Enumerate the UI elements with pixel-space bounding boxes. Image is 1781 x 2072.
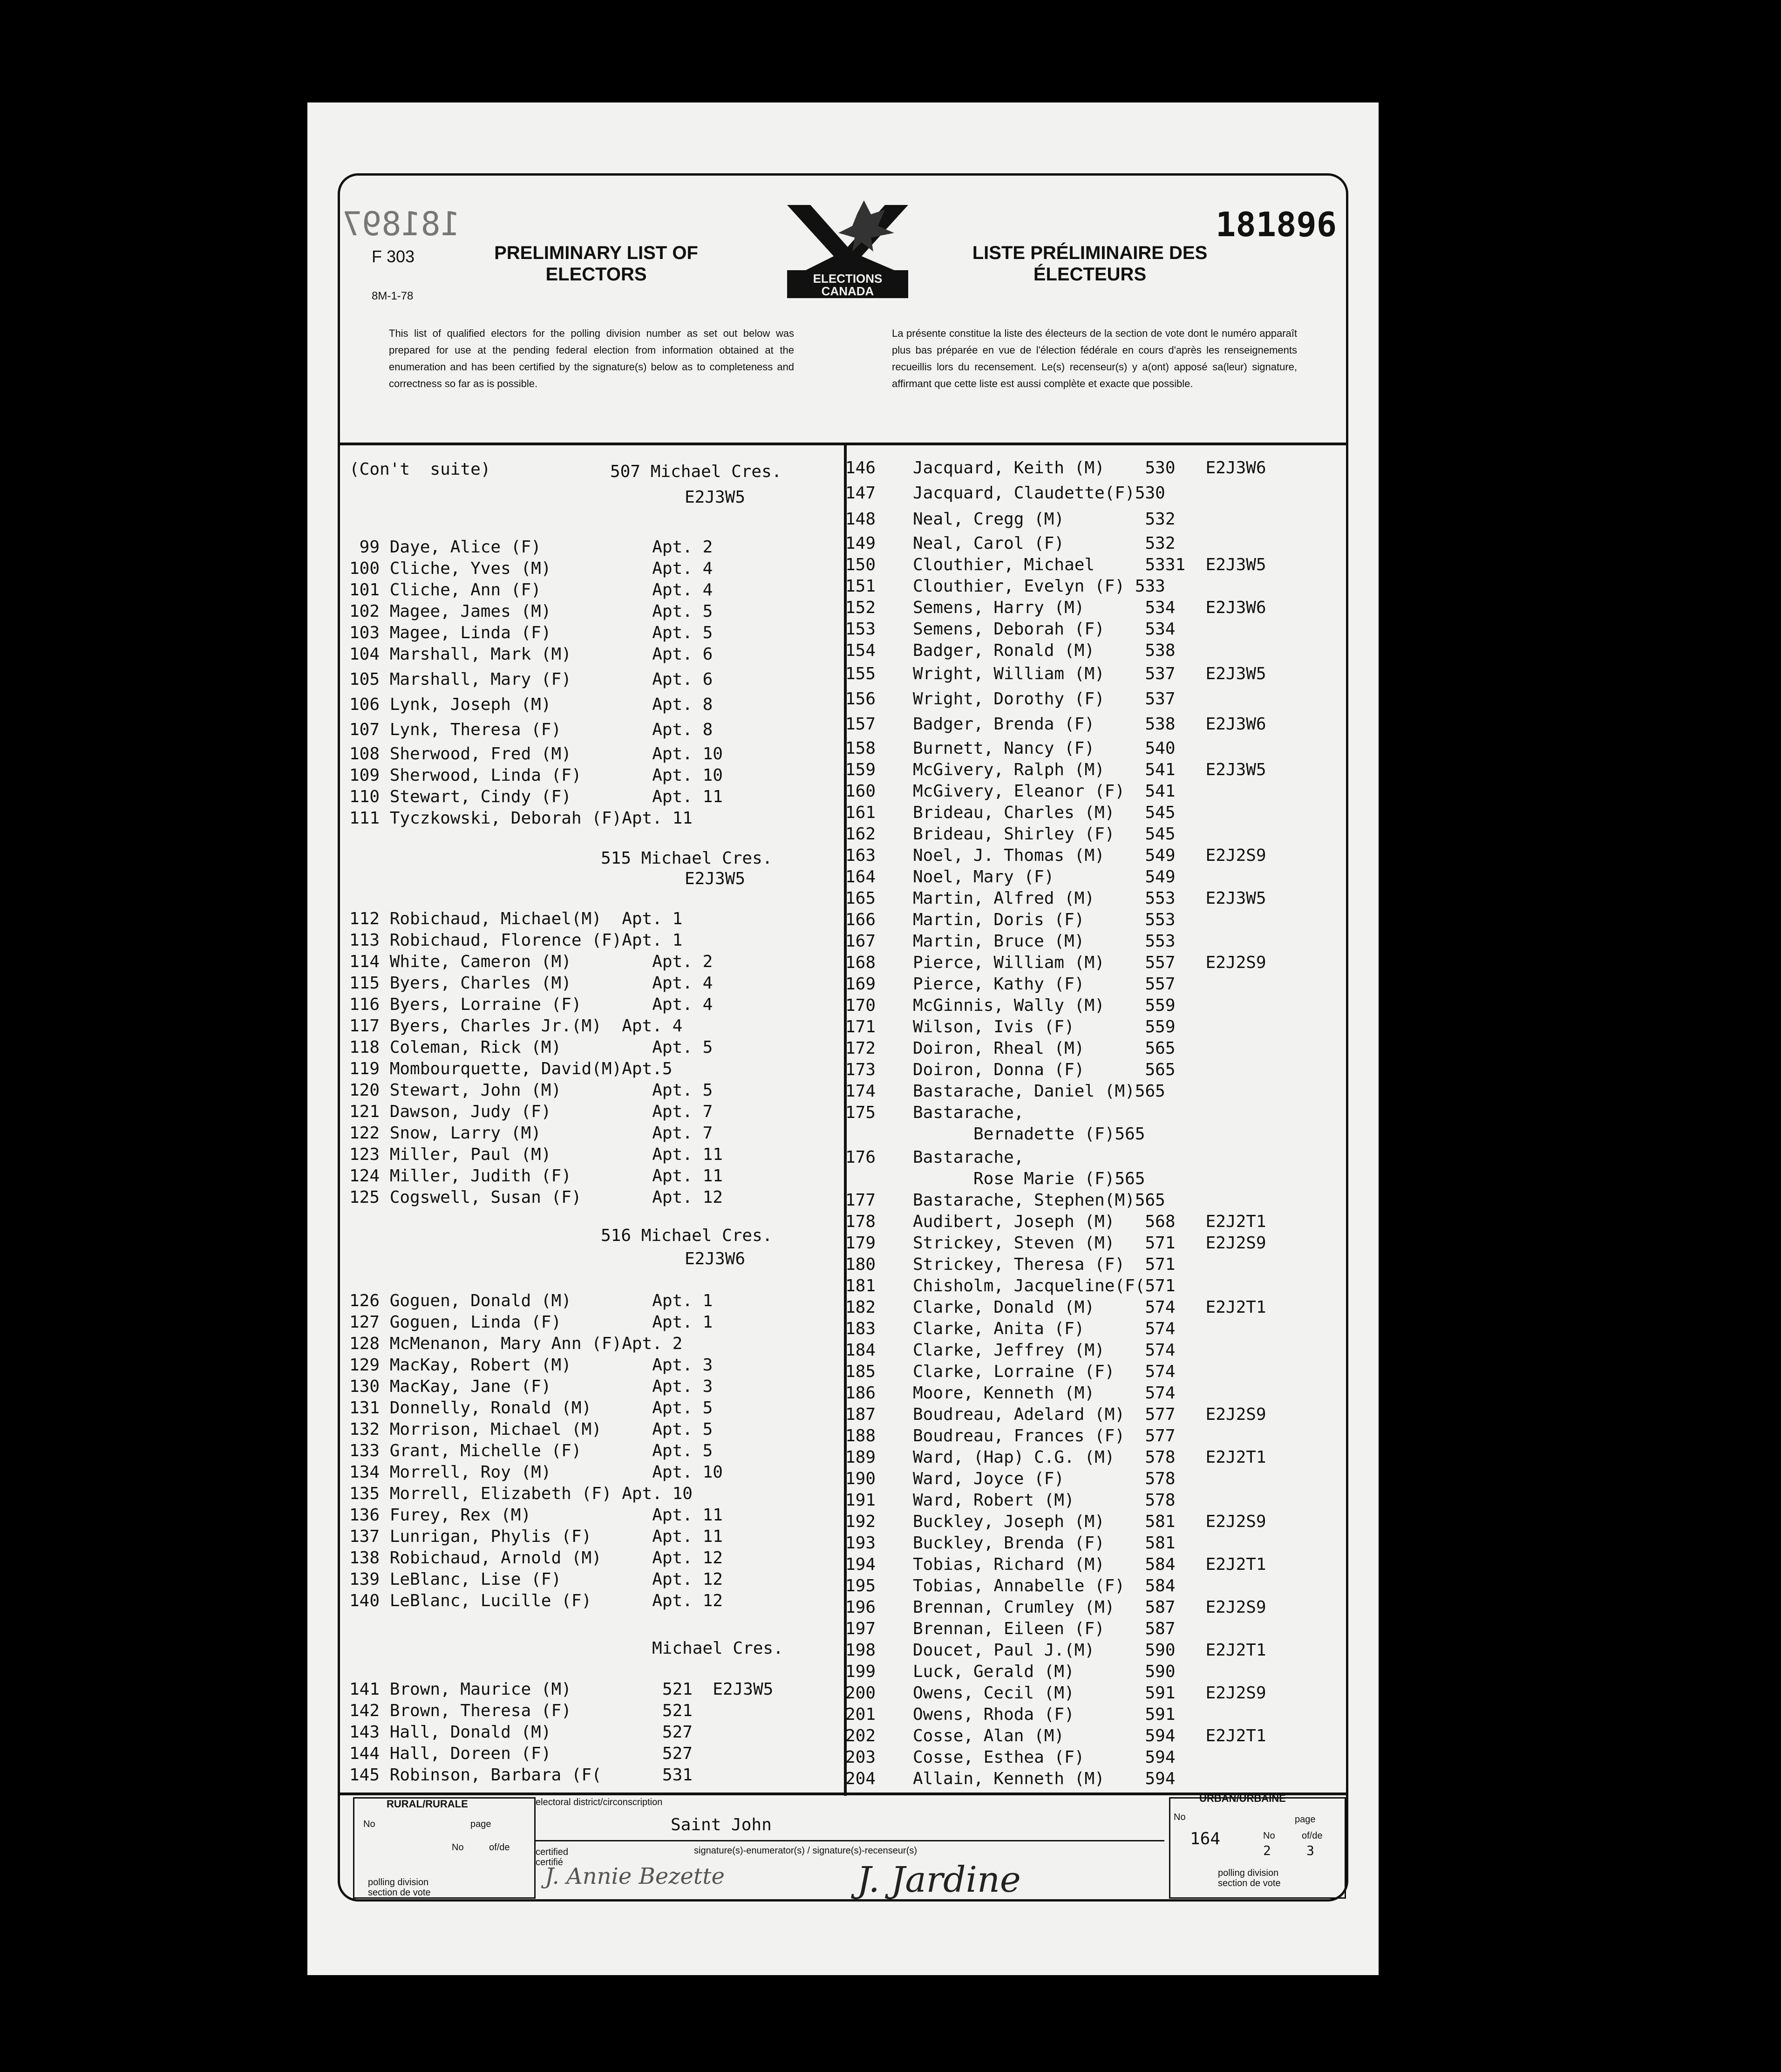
rural-polling-division-label: polling division bbox=[368, 1877, 429, 1888]
elector-row-right: Bernadette (F)565 bbox=[913, 1125, 1145, 1144]
elector-row-right: Moore, Kenneth (M) 574 bbox=[913, 1384, 1176, 1403]
elector-number-right: 198 bbox=[845, 1641, 876, 1660]
intro-paragraph-french: La présente constitue la liste des électeurs de la section de vote dont le numéro apparaît plus bas préparée en vue de l'élection fédérale en cours d'après les renseignements recueillis lors du recensement. Le(s) recenseur(s) y a(ont) apposé sa(leur) signature, affirmant que cette liste est aussi complète et exacte que possible. bbox=[892, 327, 1297, 389]
elector-row-right: Wright, William (M) 537 E2J3W5 bbox=[913, 664, 1266, 683]
elector-row-left: 128 McMenanon, Mary Ann (F)Apt. 2 bbox=[349, 1334, 683, 1353]
certifie-label: certifié bbox=[536, 1857, 563, 1868]
elector-row-left: 114 White, Cameron (M) Apt. 2 bbox=[349, 952, 713, 971]
elector-row-right: Owens, Rhoda (F) 591 bbox=[913, 1705, 1176, 1724]
elector-number-right: 181 bbox=[845, 1276, 876, 1295]
elector-number-right: 158 bbox=[845, 739, 876, 758]
elector-row-right: Noel, Mary (F) 549 bbox=[913, 867, 1176, 886]
elector-row-right: Pierce, Kathy (F) 557 bbox=[913, 975, 1176, 994]
urban-page-number: 2 bbox=[1263, 1843, 1271, 1858]
elector-number-right: 165 bbox=[845, 889, 876, 908]
elector-row-right: Neal, Carol (F) 532 bbox=[913, 534, 1176, 553]
elector-row-right: Semens, Harry (M) 534 E2J3W6 bbox=[913, 598, 1266, 617]
elector-row-right: Ward, Joyce (F) 578 bbox=[913, 1469, 1176, 1488]
elector-number-right: 200 bbox=[845, 1684, 876, 1703]
elector-number-right: 166 bbox=[845, 910, 876, 929]
elector-number-right: 156 bbox=[845, 689, 876, 709]
elector-number-right: 155 bbox=[845, 664, 876, 683]
elector-number-right: 190 bbox=[845, 1469, 876, 1488]
elector-number-right: 157 bbox=[845, 715, 876, 734]
elector-number-right: 176 bbox=[845, 1148, 876, 1167]
elector-number-right: 187 bbox=[845, 1405, 876, 1424]
elector-number-right: 178 bbox=[845, 1212, 876, 1231]
elector-row-right: Semens, Deborah (F) 534 bbox=[913, 620, 1176, 639]
elector-number-right: 196 bbox=[845, 1598, 876, 1617]
elector-row-right: Clarke, Lorraine (F) 574 bbox=[913, 1362, 1176, 1381]
elector-row-right: Badger, Brenda (F) 538 E2J3W6 bbox=[913, 715, 1266, 734]
elector-row-left: 117 Byers, Charles Jr.(M) Apt. 4 bbox=[349, 1016, 683, 1036]
title-english-line1: PRELIMINARY LIST OF bbox=[494, 243, 698, 263]
elector-number-right: 185 bbox=[845, 1362, 876, 1381]
elector-row-right: Cosse, Esthea (F) 594 bbox=[913, 1748, 1176, 1767]
elector-number-right: 186 bbox=[845, 1384, 876, 1403]
elector-row-left: 105 Marshall, Mary (F) Apt. 6 bbox=[349, 670, 713, 689]
elector-row-right: Bastarache, bbox=[913, 1103, 1024, 1122]
elector-row-left: 131 Donnelly, Ronald (M) Apt. 5 bbox=[349, 1398, 713, 1418]
elector-row-left: 143 Hall, Donald (M) 527 bbox=[349, 1723, 693, 1742]
elector-number-right: 163 bbox=[845, 846, 876, 865]
elector-number-right: 146 bbox=[845, 458, 876, 477]
elector-row-left: 142 Brown, Theresa (F) 521 bbox=[349, 1701, 693, 1720]
elector-number-right: 180 bbox=[845, 1255, 876, 1274]
elector-number-right: 175 bbox=[845, 1103, 876, 1122]
elector-row-left: 106 Lynk, Joseph (M) Apt. 8 bbox=[349, 695, 713, 714]
signature-enumerator-2: J. Jardine bbox=[857, 1859, 1021, 1900]
elector-row-right: Martin, Bruce (M) 553 bbox=[913, 932, 1176, 951]
elector-row-left: E2J3W6 bbox=[685, 1249, 746, 1268]
elector-number-right: 151 bbox=[845, 577, 876, 596]
elector-row-left: 129 MacKay, Robert (M) Apt. 3 bbox=[349, 1356, 713, 1375]
elector-number-right: 194 bbox=[845, 1555, 876, 1574]
elector-row-right: Clouthier, Michael 5331 E2J3W5 bbox=[913, 555, 1266, 574]
urban-page-label: page bbox=[1295, 1814, 1316, 1825]
elector-row-left: E2J3W5 bbox=[685, 488, 746, 507]
elector-row-left: 135 Morrell, Elizabeth (F) Apt. 10 bbox=[349, 1484, 693, 1503]
title-english-line2: ELECTORS bbox=[545, 264, 647, 285]
title-french-line1: LISTE PRÉLIMINAIRE DES bbox=[972, 243, 1208, 263]
rural-no-label: No bbox=[363, 1819, 375, 1829]
elector-row-left: 116 Byers, Lorraine (F) Apt. 4 bbox=[349, 995, 713, 1014]
urban-polling-division-label: polling division bbox=[1218, 1868, 1279, 1878]
elector-row-left: 111 Tyczkowski, Deborah (F)Apt. 11 bbox=[349, 809, 693, 828]
header-divider bbox=[340, 443, 1346, 445]
elector-row-right: Tobias, Richard (M) 584 E2J2T1 bbox=[913, 1555, 1266, 1574]
urban-no-label: No bbox=[1174, 1812, 1186, 1822]
elector-row-left: (Con't suite) bbox=[349, 460, 491, 479]
elector-number-right: 164 bbox=[845, 867, 876, 886]
urban-page-of: 3 bbox=[1306, 1843, 1314, 1858]
elector-row-right: Buckley, Joseph (M) 581 E2J2S9 bbox=[913, 1512, 1266, 1531]
elector-row-right: Clouthier, Evelyn (F) 533 bbox=[913, 577, 1165, 596]
elector-row-right: Badger, Ronald (M) 538 bbox=[913, 641, 1176, 660]
elector-row-right: Strickey, Steven (M) 571 E2J2S9 bbox=[913, 1234, 1266, 1253]
logo-text-canada: CANADA bbox=[821, 284, 874, 298]
elector-row-right: Martin, Alfred (M) 553 E2J3W5 bbox=[913, 889, 1266, 908]
elector-number-right: 161 bbox=[845, 803, 876, 822]
title-french-line2: ÉLECTEURS bbox=[1033, 264, 1147, 285]
district-rule bbox=[536, 1840, 1164, 1841]
elector-row-left: 112 Robichaud, Michael(M) Apt. 1 bbox=[349, 909, 683, 928]
elector-row-left: 100 Cliche, Yves (M) Apt. 4 bbox=[349, 559, 713, 578]
elector-row-right: Martin, Doris (F) 553 bbox=[913, 910, 1176, 929]
elector-row-left: E2J3W5 bbox=[685, 869, 746, 888]
elector-row-right: Doiron, Rheal (M) 565 bbox=[913, 1039, 1176, 1058]
elector-number-right: 202 bbox=[845, 1726, 876, 1745]
elector-number-right: 147 bbox=[845, 484, 876, 503]
elector-number-right: 171 bbox=[845, 1017, 876, 1036]
elector-row-right: Pierce, William (M) 557 E2J2S9 bbox=[913, 953, 1266, 972]
rural-page-no-label: No bbox=[452, 1842, 464, 1853]
title-french bbox=[959, 242, 1220, 285]
elector-row-left: 145 Robinson, Barbara (F( 531 bbox=[349, 1765, 693, 1785]
elector-number-right: 203 bbox=[845, 1748, 876, 1767]
urban-page-no-label: No bbox=[1263, 1831, 1275, 1841]
elector-number-right: 150 bbox=[845, 555, 876, 574]
elector-number-right: 160 bbox=[845, 782, 876, 801]
elector-row-right: Rose Marie (F)565 bbox=[913, 1169, 1145, 1188]
elector-row-left: 120 Stewart, John (M) Apt. 5 bbox=[349, 1081, 713, 1100]
elector-row-left: 133 Grant, Michelle (F) Apt. 5 bbox=[349, 1441, 713, 1460]
elector-number-right: 184 bbox=[845, 1341, 876, 1360]
elector-row-right: Brennan, Eileen (F) 587 bbox=[913, 1619, 1176, 1638]
elector-row-left: Michael Cres. bbox=[652, 1639, 783, 1658]
elector-row-right: McGivery, Eleanor (F) 541 bbox=[913, 782, 1176, 801]
elector-row-left: 134 Morrell, Roy (M) Apt. 10 bbox=[349, 1463, 723, 1482]
elector-row-right: Ward, (Hap) C.G. (M) 578 E2J2T1 bbox=[913, 1448, 1266, 1467]
elector-row-left: 516 Michael Cres. bbox=[601, 1226, 773, 1245]
elector-number-right: 191 bbox=[845, 1491, 876, 1510]
elector-row-left: 108 Sherwood, Fred (M) Apt. 10 bbox=[349, 744, 723, 763]
elector-row-right: Neal, Cregg (M) 532 bbox=[913, 510, 1176, 529]
elector-row-right: Buckley, Brenda (F) 581 bbox=[913, 1534, 1176, 1553]
title-english bbox=[480, 242, 713, 285]
elector-number-right: 154 bbox=[845, 641, 876, 660]
elector-row-right: Doucet, Paul J.(M) 590 E2J2T1 bbox=[913, 1641, 1266, 1660]
elector-row-right: Luck, Gerald (M) 590 bbox=[913, 1662, 1176, 1681]
rural-of-label: of/de bbox=[489, 1842, 510, 1853]
elector-row-left: 507 Michael Cres. bbox=[610, 462, 782, 481]
elector-number-right: 189 bbox=[845, 1448, 876, 1467]
elector-row-right: Chisholm, Jacqueline(F(571 bbox=[913, 1276, 1176, 1295]
elector-number-right: 172 bbox=[845, 1039, 876, 1058]
elector-row-left: 118 Coleman, Rick (M) Apt. 5 bbox=[349, 1038, 713, 1057]
elector-row-left: 137 Lunrigan, Phylis (F) Apt. 11 bbox=[349, 1527, 723, 1546]
elector-row-left: 130 MacKay, Jane (F) Apt. 3 bbox=[349, 1377, 713, 1396]
elector-row-right: Doiron, Donna (F) 565 bbox=[913, 1060, 1176, 1079]
elector-row-right: McGivery, Ralph (M) 541 E2J3W5 bbox=[913, 760, 1266, 779]
elector-number-right: 199 bbox=[845, 1662, 876, 1681]
elector-row-right: Brideau, Charles (M) 545 bbox=[913, 803, 1176, 822]
elector-row-left: 124 Miller, Judith (F) Apt. 11 bbox=[349, 1166, 723, 1186]
elector-row-left: 107 Lynk, Theresa (F) Apt. 8 bbox=[349, 720, 713, 739]
elector-number-right: 177 bbox=[845, 1191, 876, 1210]
elector-row-right: Allain, Kenneth (M) 594 bbox=[913, 1769, 1176, 1788]
elector-number-right: 169 bbox=[845, 975, 876, 994]
elector-row-right: Clarke, Anita (F) 574 bbox=[913, 1319, 1176, 1338]
elections-canada-logo bbox=[778, 200, 918, 303]
elector-number-right: 192 bbox=[845, 1512, 876, 1531]
elector-row-left: 103 Magee, Linda (F) Apt. 5 bbox=[349, 623, 713, 642]
elector-number-right: 179 bbox=[845, 1234, 876, 1253]
elector-row-right: McGinnis, Wally (M) 559 bbox=[913, 996, 1176, 1015]
elector-row-left: 104 Marshall, Mark (M) Apt. 6 bbox=[349, 645, 713, 664]
urban-polling-division-number: 164 bbox=[1190, 1829, 1221, 1848]
footer-divider bbox=[340, 1793, 1346, 1795]
elector-number-right: 182 bbox=[845, 1298, 876, 1317]
elector-row-right: Boudreau, Adelard (M) 577 E2J2S9 bbox=[913, 1405, 1266, 1424]
electoral-district: Saint John bbox=[671, 1815, 772, 1834]
elector-row-left: 136 Furey, Rex (M) Apt. 11 bbox=[349, 1506, 723, 1525]
elector-row-right: Owens, Cecil (M) 591 E2J2S9 bbox=[913, 1684, 1266, 1703]
elector-row-left: 115 Byers, Charles (M) Apt. 4 bbox=[349, 974, 713, 993]
elector-row-left: 140 LeBlanc, Lucille (F) Apt. 12 bbox=[349, 1591, 723, 1610]
elector-row-left: 109 Sherwood, Linda (F) Apt. 10 bbox=[349, 766, 723, 785]
elector-row-right: Bastarache, Stephen(M)565 bbox=[913, 1191, 1165, 1210]
elector-number-right: 173 bbox=[845, 1060, 876, 1079]
elector-row-right: Bastarache, Daniel (M)565 bbox=[913, 1082, 1165, 1101]
elector-number-right: 201 bbox=[845, 1705, 876, 1724]
rural-page-label: page bbox=[470, 1819, 491, 1829]
elector-number-right: 195 bbox=[845, 1576, 876, 1595]
elector-row-left: 101 Cliche, Ann (F) Apt. 4 bbox=[349, 580, 713, 600]
elector-row-right: Burnett, Nancy (F) 540 bbox=[913, 739, 1176, 758]
elector-row-right: Brennan, Crumley (M) 587 E2J2S9 bbox=[913, 1598, 1266, 1617]
form-number: F 303 bbox=[372, 247, 415, 266]
elector-row-left: 127 Goguen, Linda (F) Apt. 1 bbox=[349, 1313, 713, 1332]
elector-number-right: 162 bbox=[845, 825, 876, 844]
elector-row-left: 102 Magee, James (M) Apt. 5 bbox=[349, 602, 713, 621]
serial-number: 181896 bbox=[1216, 205, 1337, 244]
elector-row-left: 144 Hall, Doreen (F) 527 bbox=[349, 1744, 693, 1763]
elector-row-left: 132 Morrison, Michael (M) Apt. 5 bbox=[349, 1420, 713, 1439]
certified-label: certified bbox=[536, 1847, 569, 1857]
elector-row-right: Bastarache, bbox=[913, 1148, 1024, 1167]
elector-row-left: 119 Mombourquette, David(M)Apt.5 bbox=[349, 1059, 673, 1078]
logo-text-elections: ELECTIONS bbox=[813, 272, 883, 286]
elector-row-left: 139 LeBlanc, Lise (F) Apt. 12 bbox=[349, 1570, 723, 1589]
elector-row-right: Clarke, Jeffrey (M) 574 bbox=[913, 1341, 1176, 1360]
elector-number-right: 149 bbox=[845, 534, 876, 553]
elector-number-right: 197 bbox=[845, 1619, 876, 1638]
elector-number-right: 193 bbox=[845, 1534, 876, 1553]
elector-row-left: 138 Robichaud, Arnold (M) Apt. 12 bbox=[349, 1548, 723, 1568]
rural-section-de-vote-label: section de vote bbox=[368, 1888, 431, 1898]
elector-row-left: 110 Stewart, Cindy (F) Apt. 11 bbox=[349, 787, 723, 806]
elector-row-right: Audibert, Joseph (M) 568 E2J2T1 bbox=[913, 1212, 1266, 1231]
urban-section-de-vote-label: section de vote bbox=[1218, 1878, 1281, 1888]
elector-row-right: Jacquard, Claudette(F)530 bbox=[913, 484, 1165, 503]
elector-row-right: Jacquard, Keith (M) 530 E2J3W6 bbox=[913, 458, 1266, 477]
signature-enumerator-1: J. Annie Bezette bbox=[545, 1863, 725, 1889]
elector-row-left: 141 Brown, Maurice (M) 521 E2J3W5 bbox=[349, 1680, 774, 1699]
urban-label: URBAN/URBAINE bbox=[1199, 1793, 1286, 1804]
signature-label: signature(s)-enumerator(s) / signature(s)-recenseur(s) bbox=[694, 1846, 918, 1856]
elector-number-right: 159 bbox=[845, 760, 876, 779]
urban-of-label: of/de bbox=[1302, 1831, 1323, 1841]
intro-paragraph-english: This list of qualified electors for the polling division number as set out below was prepared for use at the pending federal election from information obtained at the enumeration and has been certified by the signature(s) below as to completeness and correctness so far as is possible. bbox=[389, 327, 794, 389]
elector-number-right: 167 bbox=[845, 932, 876, 951]
electoral-district-label: electoral district/circonscription bbox=[536, 1797, 663, 1807]
elector-number-right: 204 bbox=[845, 1769, 876, 1788]
elector-number-right: 170 bbox=[845, 996, 876, 1015]
elector-row-right: Ward, Robert (M) 578 bbox=[913, 1491, 1176, 1510]
serial-number-faded: 181897 bbox=[342, 205, 460, 243]
elector-row-left: 123 Miller, Paul (M) Apt. 11 bbox=[349, 1145, 723, 1164]
rural-label: RURAL/RURALE bbox=[387, 1798, 468, 1810]
elector-number-right: 153 bbox=[845, 620, 876, 639]
elector-number-right: 148 bbox=[845, 510, 876, 529]
elector-row-left: 113 Robichaud, Florence (F)Apt. 1 bbox=[349, 931, 683, 950]
elector-row-left: 126 Goguen, Donald (M) Apt. 1 bbox=[349, 1291, 713, 1310]
elector-row-left: 125 Cogswell, Susan (F) Apt. 12 bbox=[349, 1188, 723, 1207]
elector-number-right: 168 bbox=[845, 953, 876, 972]
elector-row-left: 99 Daye, Alice (F) Apt. 2 bbox=[349, 538, 713, 557]
elector-number-right: 174 bbox=[845, 1082, 876, 1101]
elector-number-right: 152 bbox=[845, 598, 876, 617]
elector-row-right: Cosse, Alan (M) 594 E2J2T1 bbox=[913, 1726, 1266, 1745]
elector-row-left: 122 Snow, Larry (M) Apt. 7 bbox=[349, 1124, 713, 1143]
elector-row-right: Boudreau, Frances (F) 577 bbox=[913, 1426, 1176, 1445]
elector-number-right: 188 bbox=[845, 1426, 876, 1445]
elector-row-right: Wright, Dorothy (F) 537 bbox=[913, 689, 1176, 709]
elector-row-left: 121 Dawson, Judy (F) Apt. 7 bbox=[349, 1102, 713, 1121]
elector-row-right: Wilson, Ivis (F) 559 bbox=[913, 1017, 1176, 1036]
elector-row-right: Strickey, Theresa (F) 571 bbox=[913, 1255, 1176, 1274]
elector-number-right: 183 bbox=[845, 1319, 876, 1338]
elector-row-right: Clarke, Donald (M) 574 E2J2T1 bbox=[913, 1298, 1266, 1317]
elector-row-left: 515 Michael Cres. bbox=[601, 849, 773, 868]
form-date: 8M-1-78 bbox=[372, 290, 414, 302]
elector-row-right: Brideau, Shirley (F) 545 bbox=[913, 825, 1176, 844]
elector-row-right: Tobias, Annabelle (F) 584 bbox=[913, 1576, 1176, 1595]
elector-row-right: Noel, J. Thomas (M) 549 E2J2S9 bbox=[913, 846, 1266, 865]
